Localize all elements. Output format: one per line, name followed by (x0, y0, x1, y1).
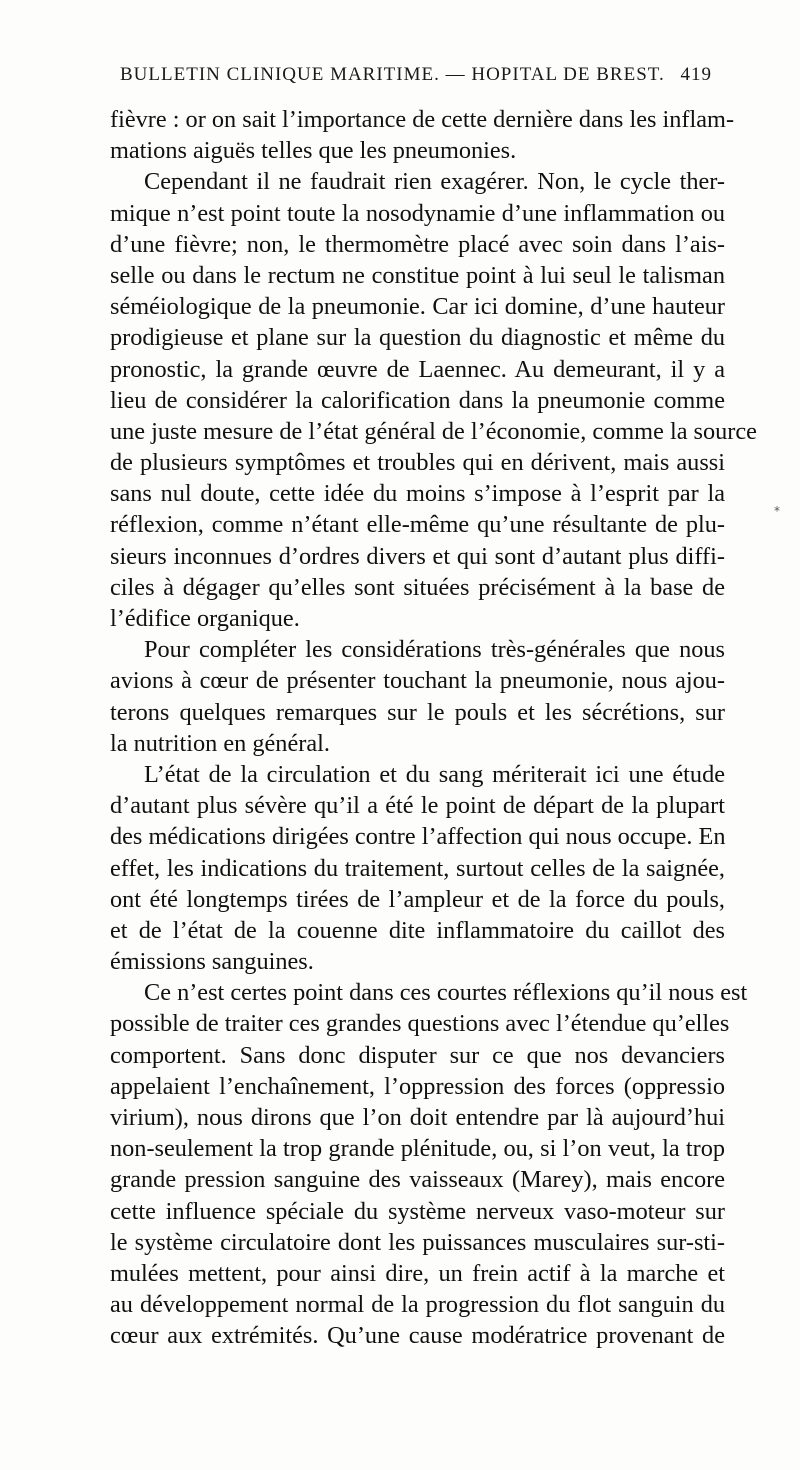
text-line: ciles à dégager qu’elles sont situées précisément à la base de (110, 573, 725, 601)
text-line: possible de traiter ces grandes questions avec l’étendue qu’elles (110, 1010, 730, 1038)
text-line: émissions sanguines. (110, 948, 314, 976)
text-line: pronostic, la grande œuvre de Laennec. Au demeurant, il y a (110, 355, 725, 383)
text-line: comportent. Sans donc disputer sur ce que nos devanciers (110, 1041, 725, 1069)
text-line: cœur aux extrémités. Qu’une cause modératrice provenant de (110, 1322, 725, 1350)
text-line: Cependant il ne faudrait rien exagérer. Non, le cycle ther- (144, 168, 725, 196)
text-line: d’une fièvre; non, le thermomètre placé avec soin dans l’ais- (110, 230, 725, 258)
text-line: le système circulatoire dont les puissances musculaires sur-sti- (110, 1228, 725, 1256)
running-title: BULLETIN CLINIQUE MARITIME. — HOPITAL DE BREST. (120, 64, 665, 85)
text-line: la nutrition en général. (110, 729, 330, 757)
text-line: et de l’état de la couenne dite inflammatoire du caillot des (110, 916, 725, 944)
text-line: mulées mettent, pour ainsi dire, un frein actif à la marche et (110, 1259, 725, 1287)
text-line: lieu de considérer la calorification dans la pneumonie comme (110, 386, 725, 414)
text-line: appelaient l’enchaînement, l’oppression des forces (oppressio (110, 1072, 725, 1100)
text-line: terons quelques remarques sur le pouls et les sécrétions, sur (110, 698, 725, 726)
text-line: cette influence spéciale du système nerveux vaso-moteur sur (110, 1197, 725, 1225)
text-line: réflexion, comme n’étant elle-même qu’une résultante de plu- (110, 511, 725, 539)
text-line: au développement normal de la progression du flot sanguin du (110, 1291, 725, 1319)
text-line: virium), nous dirons que l’on doit entendre par là aujourd’hui (110, 1104, 725, 1131)
text-line: non-seulement la trop grande plénitude, ou, si l’on veut, la trop (110, 1135, 725, 1163)
text-line: L’état de la circulation et du sang mériterait ici une étude (144, 760, 725, 788)
text-line: d’autant plus sévère qu’il a été le point de départ de la plupart (110, 792, 725, 820)
page-number: 419 (680, 64, 712, 85)
text-line: ont été longtemps tirées de l’ampleur et de la force du pouls, (110, 885, 725, 913)
text-line: fièvre : or on sait l’importance de cette dernière dans les inflam- (110, 106, 735, 133)
text-line: l’édifice organique. (110, 605, 300, 632)
text-line: prodigieuse et plane sur la question du diagnostic et même du (110, 324, 725, 352)
text-line: avions à cœur de présenter touchant la pneumonie, nous ajou- (110, 667, 725, 695)
text-line: grande pression sanguine des vaisseaux (Marey), mais encore (110, 1166, 725, 1194)
text-line: sans nul doute, cette idée du moins s’impose à l’esprit par la (110, 480, 725, 508)
running-header (112, 64, 712, 88)
text-line: Ce n’est certes point dans ces courtes réflexions qu’il nous est (144, 979, 748, 1007)
text-line: des médications dirigées contre l’affection qui nous occupe. En (110, 823, 726, 851)
text-line: sieurs inconnues d’ordres divers et qui sont d’autant plus diffi- (110, 542, 725, 570)
text-line: une juste mesure de l’état général de l’économie, comme la source (110, 417, 757, 445)
text-line: selle ou dans le rectum ne constitue point à lui seul le talisman (110, 261, 725, 289)
text-line: effet, les indications du traitement, surtout celles de la saignée, (110, 854, 725, 882)
text-line: Pour compléter les considérations très-générales que nous (144, 636, 725, 664)
text-line: mations aiguës telles que les pneumonies. (110, 137, 517, 165)
text-line: séméiologique de la pneumonie. Car ici domine, d’une hauteur (110, 293, 725, 321)
text-line: mique n’est point toute la nosodynamie d’une inflammation ou (110, 199, 725, 227)
text-line: de plusieurs symptômes et troubles qui en dérivent, mais aussi (110, 449, 725, 477)
body-text (110, 104, 757, 1352)
ink-speck-mark: * (774, 504, 780, 518)
